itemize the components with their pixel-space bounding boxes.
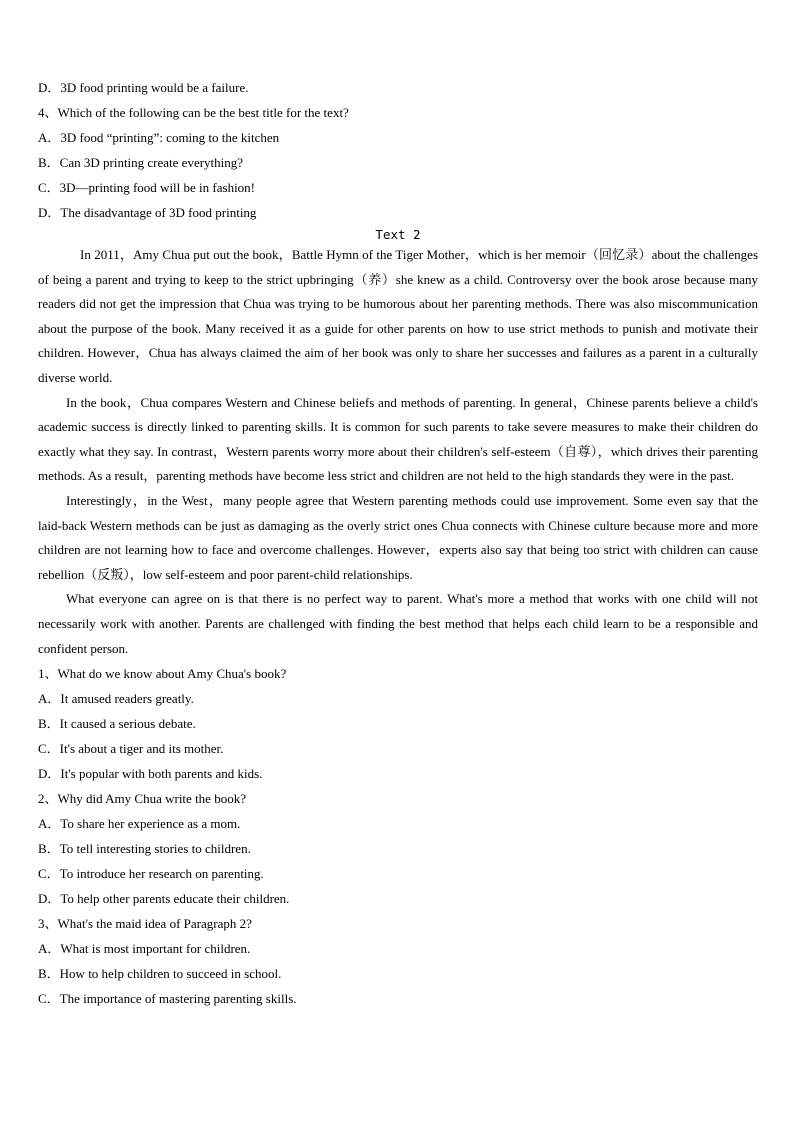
option-label: B．	[38, 155, 60, 170]
question-stem: 4、Which of the following can be the best title for the text?	[38, 105, 349, 120]
answer-option	[38, 125, 758, 150]
option-text: Can 3D printing create everything?	[59, 155, 244, 170]
option-label: C．	[38, 991, 60, 1007]
answer-option	[38, 686, 758, 711]
question-2	[38, 786, 758, 911]
option-label: B．	[38, 966, 60, 982]
question-stem: 1、What do we know about Amy Chua's book?	[38, 666, 287, 682]
answer-option	[38, 711, 758, 736]
section-title: Text 2	[375, 227, 421, 242]
option-text: To tell interesting stories to children.	[59, 841, 251, 857]
option-label: A．	[38, 691, 61, 707]
passage-paragraph: In the book，Chua compares Western and Chinese beliefs and methods of parenting. In general，Chinese parents believe a child's academic success is directly linked to parenting skills. It is common for such parents to take severe measures to make their children do exactly what they say. In contrast，Western parents worry more about their children's self-esteem（自尊），which drives their parenting methods. As a result，parenting methods have become less strict and children are not held to the high standards they were in the past.	[38, 394, 758, 484]
answer-option	[38, 761, 758, 786]
option-text: 3D food printing would be a failure.	[60, 80, 249, 95]
answer-option	[38, 150, 758, 175]
option-text: It amused readers greatly.	[60, 691, 194, 707]
answer-option	[38, 736, 758, 761]
option-label: B．	[38, 716, 60, 732]
question-4	[38, 100, 758, 225]
document-page	[38, 75, 758, 1011]
option-text: To help other parents educate their children.	[60, 891, 290, 907]
answer-option	[38, 936, 758, 961]
option-label: A．	[38, 941, 61, 957]
passage-paragraph: In 2011，Amy Chua put out the book，Battle Hymn of the Tiger Mother，which is her memoir（回忆录）about the challenges of being a parent and trying to keep to the strict upbringing（养）she knew as a child. Controversy over the book arose because many readers did not get the impression that Chua was trying to be humorous about her parenting methods. There was also miscommunication about the purpose of the book. Many received it as a guide for other parents on how to use strict methods to punish and motivate their children. However，Chua has always claimed the aim of her book was only to share her successes and failures as a parent in a culturally diverse world.	[38, 247, 758, 385]
option-label: C．	[38, 180, 60, 195]
answer-option	[38, 811, 758, 836]
answer-option	[38, 836, 758, 861]
question-stem: 3、What's the maid idea of Paragraph 2?	[38, 916, 252, 932]
question-1	[38, 661, 758, 786]
option-text: How to help children to succeed in school.	[59, 966, 282, 982]
option-label: D．	[38, 205, 61, 220]
answer-option	[38, 886, 758, 911]
option-label: B．	[38, 841, 60, 857]
option-label: A．	[38, 816, 61, 832]
answer-option	[38, 175, 758, 200]
option-label: D．	[38, 80, 61, 95]
option-text: The disadvantage of 3D food printing	[60, 205, 257, 220]
answer-option	[38, 861, 758, 886]
answer-option	[38, 200, 758, 225]
option-text: It caused a serious debate.	[59, 716, 196, 732]
option-label: C．	[38, 741, 60, 757]
option-text: To introduce her research on parenting.	[59, 866, 264, 882]
passage-paragraph: Interestingly，in the West，many people agree that Western parenting methods could use improvement. Some even say that the laid-back Western methods can be just as damaging as the overly strict ones Chua connects with Chinese culture because more and more children are not learning how to face and overcome challenges. However，experts also say that being too strict with children can cause rebellion（反叛），low self-esteem and poor parent-child relationships.	[38, 492, 758, 582]
option-label: D．	[38, 891, 61, 907]
option-text: It's about a tiger and its mother.	[59, 741, 224, 757]
question-stem: 2、Why did Amy Chua write the book?	[38, 791, 246, 807]
option-label: D．	[38, 766, 61, 782]
answer-option	[38, 986, 758, 1011]
option-text: The importance of mastering parenting skills.	[59, 991, 297, 1007]
option-text: To share her experience as a mom.	[60, 816, 241, 832]
answer-option	[38, 75, 758, 100]
option-text: 3D food “printing”: coming to the kitchen	[60, 130, 280, 145]
question-3	[38, 911, 758, 1011]
option-label: A．	[38, 130, 61, 145]
option-label: C．	[38, 866, 60, 882]
answer-option	[38, 961, 758, 986]
option-text: It's popular with both parents and kids.	[60, 766, 263, 782]
passage-paragraph: What everyone can agree on is that there is no perfect way to parent. What's more a method that works with one child will not necessarily work with another. Parents are challenged with finding the best method that helps each child learn to be a responsible and confident person.	[38, 591, 758, 656]
option-text: What is most important for children.	[60, 941, 251, 957]
option-text: 3D—printing food will be in fashion!	[59, 180, 256, 195]
